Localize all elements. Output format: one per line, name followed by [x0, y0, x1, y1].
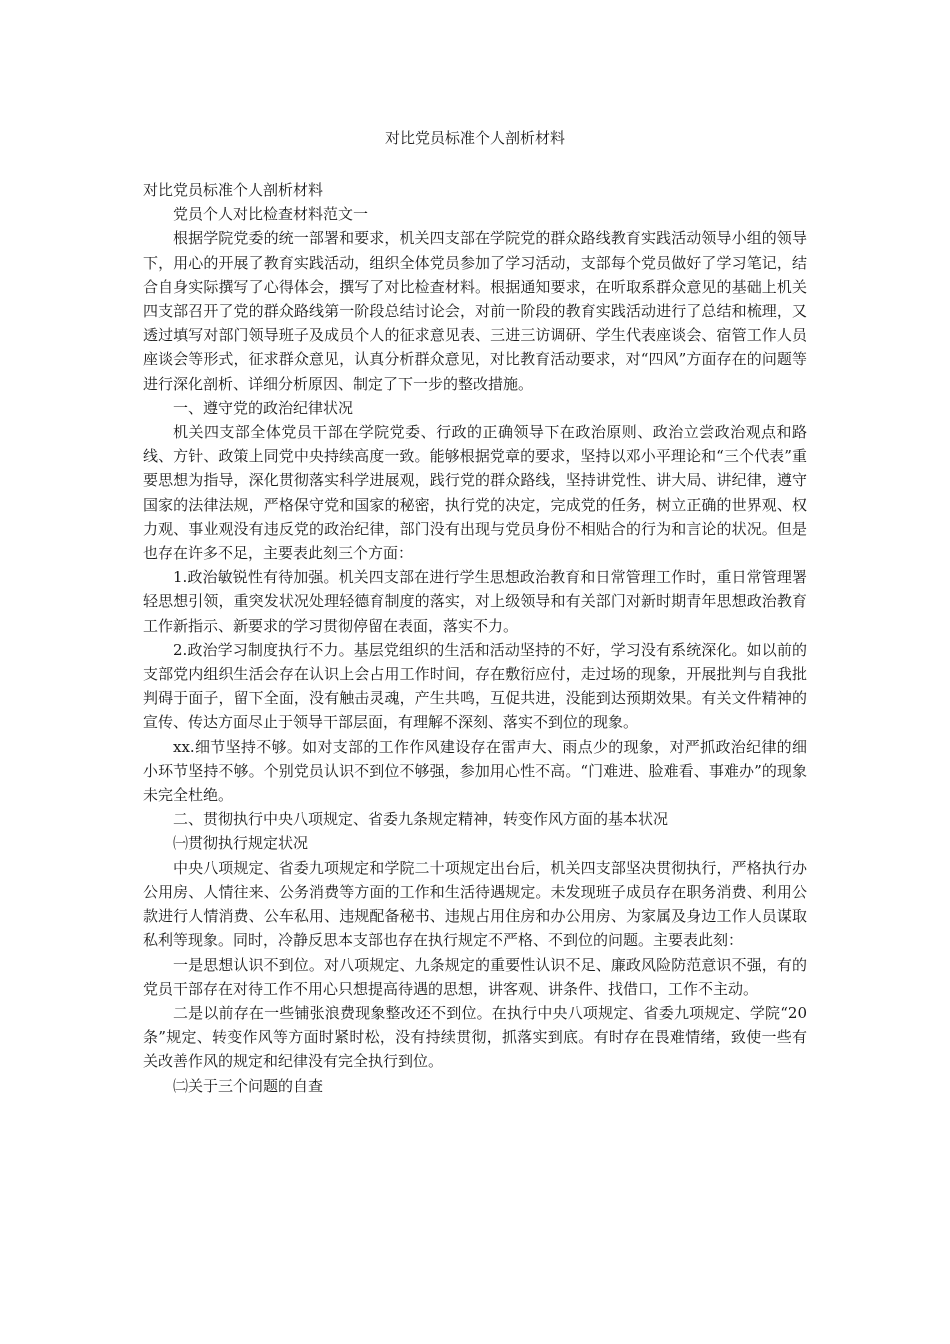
- paragraph-issue-2: 二是以前存在一些铺张浪费现象整改还不到位。在执行中央八项规定、省委九项规定、学院“20条”规定、转变作风等方面时紧时松，没有持续贯彻，抓落实到底。有时存在畏难情绪，致使一些有关改善作风的规定和纪律没有完全执行到位。: [143, 1003, 807, 1071]
- paragraph-point-1: 1.政治敏锐性有待加强。机关四支部在进行学生思想政治教育和日常管理工作时，重日常管理署轻思想引领，重突发状况处理轻德育制度的落实，对上级领导和有关部门对新时期青年思想政治教育工作新指示、新要求的学习贯彻停留在表面，落实不力。: [143, 568, 807, 635]
- paragraph-subtitle: 对比党员标准个人剖析材料: [143, 181, 324, 199]
- paragraph-subsection-1: 中央八项规定、省委九项规定和学院二十项规定出台后，机关四支部坚决贯彻执行，严格执行办公用房、人情往来、公务消费等方面的工作和生活待遇规定。未发现班子成员存在职务消费、利用公款进行人情消费、公车私用、违规配备秘书、违规占用住房和办公用房、为家属及身边工作人员谋取私利等现象。同时，冷静反思本支部也存在执行规定不严格、不到位的问题。主要表此刻：: [143, 858, 807, 950]
- paragraph-point-2: 2.政治学习制度执行不力。基层党组织的生活和活动坚持的不好，学习没有系统深化。如以前的支部党内组织生活会存在认识上会占用工作时间，存在敷衍应付，走过场的现象，开展批判与自我批判碍于面子，留下全面，没有触击灵魂，产生共鸣，互促共进，没能到达预期效果。有关文件精神的宣传、传达方面尽止于领导干部层面，有理解不深刻、落实不到位的现象。: [143, 640, 807, 732]
- paragraph-point-3: xx.细节坚持不够。如对支部的工作作风建设存在雷声大、雨点少的现象，对严抓政治纪律的细小环节坚持不够。个别党员认识不到位不够强，参加用心性不高。“门难进、脸难看、事难办”的现象未完全杜绝。: [143, 737, 807, 805]
- paragraph-intro: 根据学院党委的统一部署和要求，机关四支部在学院党的群众路线教育实践活动领导小组的领导下，用心的开展了教育实践活动，组织全体党员参加了学习活动，支部每个党员做好了学习笔记，结合自身实际撰写了心得体会，撰写了对比检查材料。根据通知要求，在听取系群众意见的基础上机关四支部召开了党的群众路线第一阶段总结讨论会，对前一阶段的教育实践活动进行了总结和梳理，又透过填写对部门领导班子及成员个人的征求意见表、三进三访调研、学生代表座谈会、宿管工作人员座谈会等形式，征求群众意见，认真分析群众意见，对比教育活动要求，对“四风”方面存在的问题等进行深化剖析、详细分析原因、制定了下一步的整改措施。: [143, 229, 807, 393]
- paragraph-issue-1: 一是思想认识不到位。对八项规定、九条规定的重要性认识不足、廉政风险防范意识不强，有的党员干部存在对待工作不用心只想提高待遇的思想，讲客观、讲条件、找借口，工作不主动。: [143, 955, 807, 998]
- subsection-heading-2: ㈡关于三个问题的自查: [173, 1076, 324, 1095]
- document-title: 对比党员标准个人剖析材料: [384, 129, 565, 147]
- document-body: [143, 178, 807, 1098]
- section-heading-2: 二、贯彻执行中央八项规定、省委九条规定精神，转变作风方面的基本状况: [173, 810, 669, 829]
- section-heading-1: 一、遵守党的政治纪律状况: [173, 398, 354, 417]
- paragraph-sample-heading: 党员个人对比检查材料范文一: [173, 205, 369, 224]
- paragraph-section-1: 机关四支部全体党员干部在学院党委、行政的正确领导下在政治原则、政治立尝政治观点和路线、方针、政策上同党中央持续高度一致。能够根据党章的要求，坚持以邓小平理论和“三个代表”重要思想为指导，深化贯彻落实科学进展观，践行党的群众路线，坚持讲党性、讲大局、讲纪律，遵守国家的法律法规，严格保守党和国家的秘密，执行党的决定，完成党的任务，树立正确的世界观、权力观、事业观没有违反党的政治纪律，部门没有出现与党员身份不相贴合的行为和言论的状况。但是也存在许多不足，主要表此刻三个方面：: [143, 423, 807, 563]
- subsection-heading-1: ㈠贯彻执行规定状况: [173, 834, 309, 853]
